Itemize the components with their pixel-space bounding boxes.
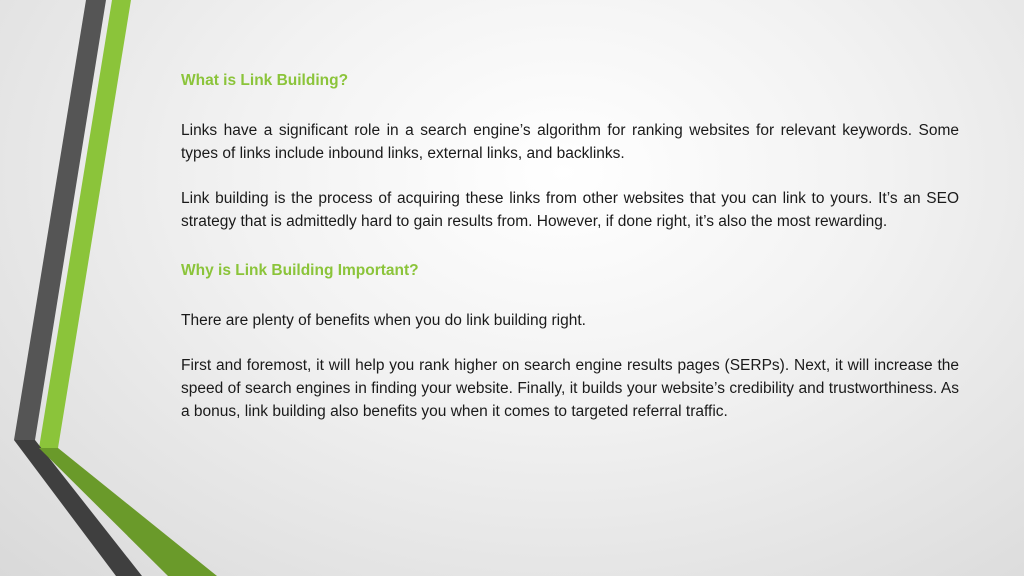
paragraph-links-role: Links have a significant role in a search engine’s algorithm for ranking websites for relevant keywords. Some types of links include inbound links, external links, and backlinks. <box>181 122 959 162</box>
section-heading-why: Why is Link Building Important? <box>181 262 419 279</box>
slide-content <box>181 70 959 423</box>
paragraph-link-building-definition: Link building is the process of acquiring these links from other websites that you can link to yours. It’s an SEO strategy that is admittedly hard to gain results from. However, if done right, it’s also the most rewarding. <box>181 190 959 230</box>
paragraph-benefits-detail: First and foremost, it will help you rank higher on search engine results pages (SERPs). Next, it will increase the speed of search engines in finding your website. Finally, it builds your website’s credibility and trustworthiness. As a bonus, link building also benefits you when it comes to targeted referral traffic. <box>181 357 959 420</box>
section-heading-what: What is Link Building? <box>181 72 349 89</box>
green-stripe-lower <box>39 448 217 576</box>
paragraph-benefits-intro: There are plenty of benefits when you do link building right. <box>181 312 586 329</box>
